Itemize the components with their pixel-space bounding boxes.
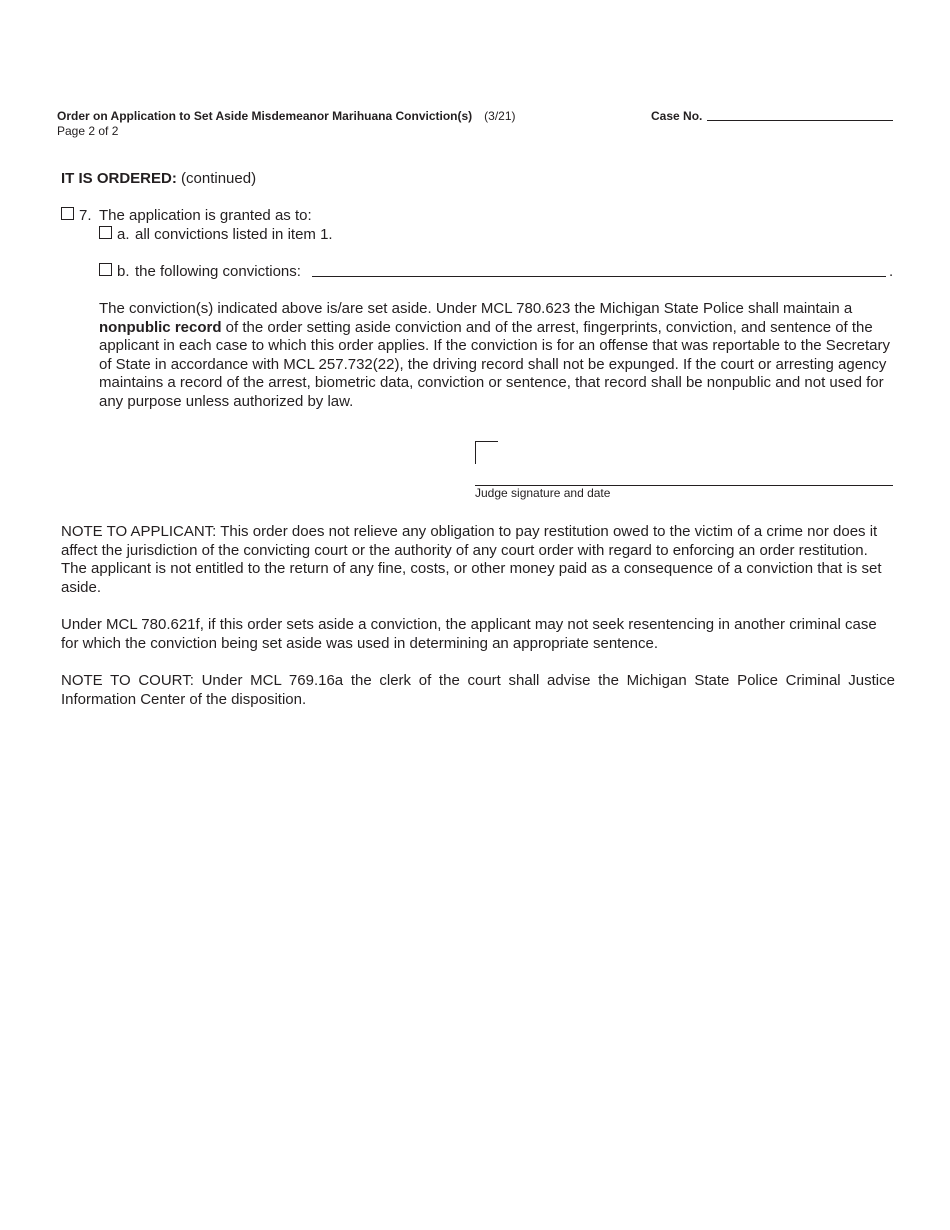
option-b-period: . [889,263,894,280]
set-aside-paragraph [99,300,895,412]
page-number: Page 2 of 2 [57,124,119,138]
section-heading [61,170,256,187]
nonpublic-record-emphasis: nonpublic record [99,318,222,336]
form-revision: (3/21) [484,109,516,123]
option-b-text: the following convictions: [135,263,301,280]
case-number-label: Case No. [651,109,703,123]
ordered-label: IT IS ORDERED: [61,170,177,187]
resentencing-note: Under MCL 780.621f, if this order sets aside a conviction, the applicant may not seek resentencing in another criminal case for which the conviction being set aside was used in determining an appropriate sentence. [61,616,877,652]
option-b-letter: b. [117,263,130,280]
convictions-field[interactable] [312,276,886,277]
form-title-text: Order on Application to Set Aside Misdemeanor Marihuana Conviction(s) [57,109,473,123]
set-aside-text-2: of the order setting aside conviction and of the arrest, fingerprints, conviction, and sentence of the applicant in each case to which this order applies. If the conviction is for an offense that was reportable to the Secretary of State in accordance with MCL 257.732(22), the driving record shall not be expunged. If the court or arresting agency maintains a record of the arrest, biometric data, conviction or sentence, that record shall be nonpublic and not used for any purpose unless authorized by law. [99,318,891,410]
option-a-checkbox[interactable] [99,226,112,239]
item-7-number: 7. [79,207,92,224]
option-a-letter: a. [117,226,130,243]
case-number-field[interactable] [707,120,893,121]
item-7-checkbox[interactable] [61,207,74,220]
item-7-text: The application is granted as to: [99,207,312,224]
option-b-checkbox[interactable] [99,263,112,276]
form-title [57,109,516,123]
note-to-applicant: NOTE TO APPLICANT: This order does not relieve any obligation to pay restitution owed to the victim of a crime nor does it affect the jurisdiction of the convicting court or the authority of any court order with regard to enforcing an order restitution. The applicant is not entitled to the return of any fine, costs, or other money paid as a consequence of a conviction that is set aside. [61,523,882,596]
set-aside-text-1: The conviction(s) indicated above is/are set aside. Under MCL 780.623 the Michigan State Police shall maintain a [99,300,853,317]
signature-corner-mark [475,441,498,464]
option-a-text: all convictions listed in item 1. [135,226,333,243]
judge-signature-label: Judge signature and date [475,486,611,500]
ordered-continued: (continued) [181,170,257,187]
note-to-court: NOTE TO COURT: Under MCL 769.16a the clerk of the court shall advise the Michigan State Police Criminal Justice Information Center of the disposition. [61,672,895,708]
